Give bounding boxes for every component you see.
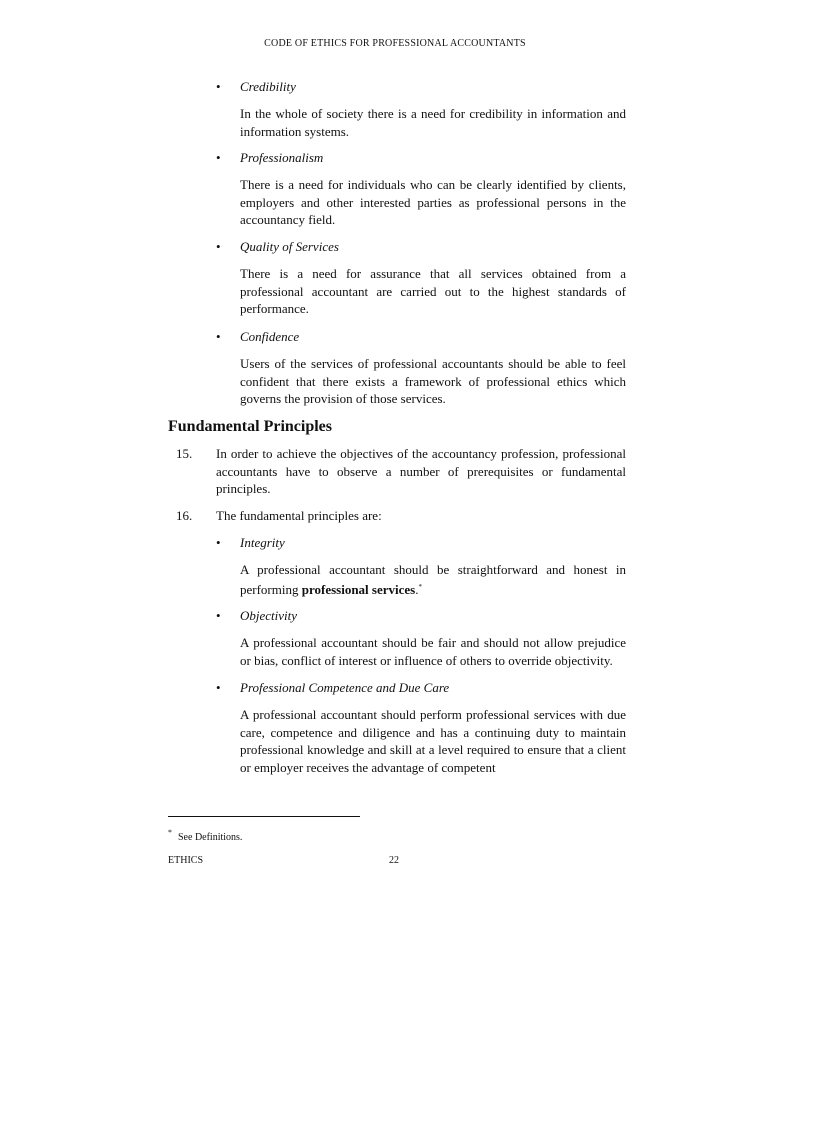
- paragraph-number: 16.: [176, 508, 193, 523]
- bullet-icon: •: [216, 329, 221, 344]
- footnote: [168, 826, 242, 845]
- principle-item-professional-competence: [216, 680, 626, 776]
- paragraph-number: 15.: [176, 446, 193, 461]
- footnote-text: See Definitions.: [178, 832, 243, 843]
- need-title: Professionalism: [240, 150, 324, 165]
- footer-label: ETHICS: [168, 855, 203, 866]
- principle-item-objectivity: [216, 608, 626, 669]
- footnote-reference: *: [418, 582, 422, 591]
- need-text: There is a need for individuals who can be clearly identified by clients, employers and other interested parties as professional persons in the accountancy field.: [240, 177, 626, 227]
- bullet-icon: •: [216, 680, 221, 695]
- need-text: Users of the services of professional accountants should be able to feel confident that there exists a framework of professional ethics which governs the provision of those services.: [240, 356, 626, 406]
- section-heading: Fundamental Principles: [168, 418, 333, 435]
- need-item-credibility: [216, 79, 626, 140]
- need-item-quality-of-services: [216, 239, 626, 318]
- need-title: Confidence: [240, 329, 300, 344]
- principle-title: Integrity: [240, 535, 285, 550]
- need-item-confidence: [216, 329, 626, 408]
- principle-title: Objectivity: [240, 608, 298, 623]
- principle-text: A professional accountant should be straightforward and honest in performing professional services.*: [240, 562, 626, 597]
- need-title: Quality of Services: [240, 239, 339, 254]
- need-text: There is a need for assurance that all services obtained from a professional accountant are carried out to the highest standards of performance.: [240, 266, 626, 316]
- paragraph-15: [168, 445, 626, 498]
- need-text: In the whole of society there is a need for credibility in information and information systems.: [240, 106, 626, 139]
- defined-term: professional services: [301, 581, 416, 597]
- principle-text: A professional accountant should perform professional services with due care, competence and diligence and has a continuing duty to maintain professional knowledge and skill at a level required to ensure that a client or employer receives the advantage of competent: [240, 707, 626, 775]
- paragraph-16: [168, 507, 626, 525]
- paragraph-text: In order to achieve the objectives of the accountancy profession, professional accountants have to observe a number of prerequisites or fundamental principles.: [216, 446, 626, 496]
- paragraph-text: The fundamental principles are:: [216, 508, 382, 523]
- footnote-divider: [168, 816, 360, 817]
- footnote-mark: *: [168, 828, 172, 837]
- bullet-icon: •: [216, 608, 221, 623]
- bullet-icon: •: [216, 79, 221, 94]
- bullet-icon: •: [216, 535, 221, 550]
- principle-text: A professional accountant should be fair and should not allow prejudice or bias, conflict of interest or influence of others to override objectivity.: [240, 635, 626, 668]
- page-number: 22: [389, 855, 399, 866]
- running-header: CODE OF ETHICS FOR PROFESSIONAL ACCOUNTANTS: [264, 38, 526, 49]
- need-item-professionalism: [216, 150, 626, 229]
- principle-title: Professional Competence and Due Care: [240, 680, 450, 695]
- bullet-icon: •: [216, 239, 221, 254]
- principle-item-integrity: [216, 535, 626, 598]
- need-title: Credibility: [240, 79, 296, 94]
- bullet-icon: •: [216, 150, 221, 165]
